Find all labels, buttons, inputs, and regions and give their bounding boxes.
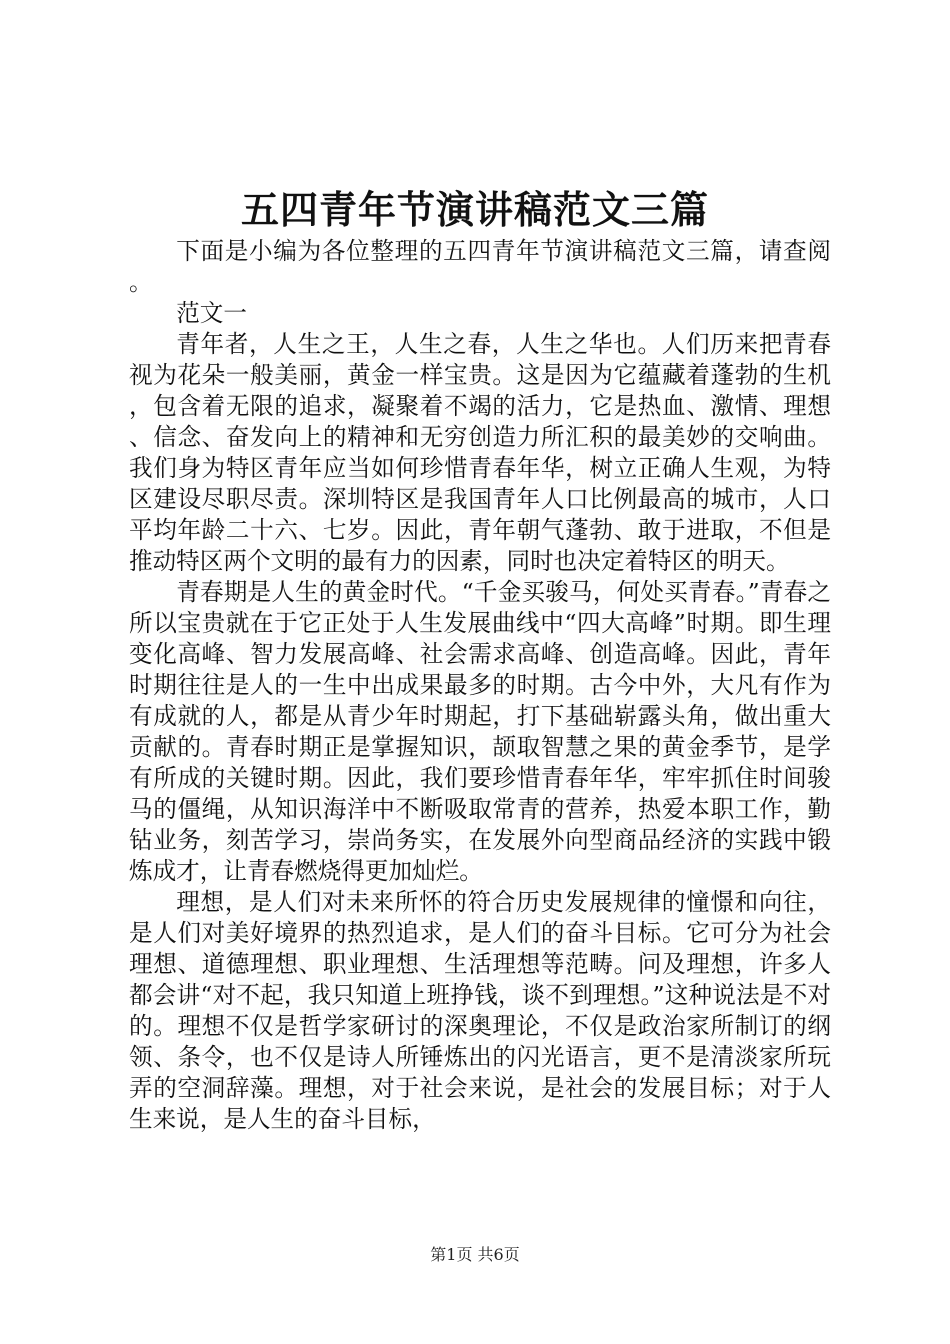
page-footer: 第1页 共6页 <box>430 1245 520 1264</box>
body-paragraph: 青年者，人生之王，人生之春，人生之华也。人们历来把青春视为花朵一般美丽，黄金一样宝贵。这是因为它蕴藏着蓬勃的生机，包含着无限的追求，凝聚着不竭的活力，它是热血、激情、理想、信念、奋发向上的精神和无穷创造力所汇积的最美妙的交响曲。我们身为特区青年应当如何珍惜青春年华，树立正确人生观，为特区建设尽职尽责。深圳特区是我国青年人口比例最高的城市，人口平均年龄二十六、七岁。因此，青年朝气蓬勃、敢于进取，不但是推动特区两个文明的最有力的因素，同时也决定着特区的明天。 <box>129 330 831 575</box>
document-title: 五四青年节演讲稿范文三篇 <box>240 187 709 232</box>
intro-paragraph: 下面是小编为各位整理的五四青年节演讲稿范文三篇，请查阅。 <box>129 237 831 296</box>
body-paragraph: 理想，是人们对未来所怀的符合历史发展规律的憧憬和向往，是人们对美好境界的热烈追求，是人们的奋斗目标。它可分为社会理想、道德理想、职业理想、生活理想等范畴。问及理想，许多人都会讲“对不起，我只知道上班挣钱，谈不到理想。”这种说法是不对的。理想不仅是哲学家研讨的深奥理论，不仅是政治家所制订的纲领、条令，也不仅是诗人所锤炼出的闪光语言，更不是清淡家所玩弄的空洞辞藻。理想，对于社会来说，是社会的发展目标；对于人生来说，是人生的奋斗目标， <box>129 888 831 1133</box>
body-paragraph: 青春期是人生的黄金时代。“千金买骏马，何处买青春。”青春之所以宝贵就在于它正处于人生发展曲线中“四大高峰”时期。即生理变化高峰、智力发展高峰、社会需求高峰、创造高峰。因此，青年时期往往是人的一生中出成果最多的时期。古今中外，大凡有作为有成就的人，都是从青少年时期起，打下基础崭露头角，做出重大贡献的。青春时期正是掌握知识，颉取智慧之果的黄金季节，是学有所成的关键时期。因此，我们要珍惜青春年华，牢牢抓住时间骏马的僵绳，从知识海洋中不断吸取常青的营养，热爱本职工作，勤钻业务，刻苦学习，崇尚务实，在发展外向型商品经济的实践中锻炼成才，让青春燃烧得更加灿烂。 <box>129 578 831 885</box>
document-body <box>129 236 831 1135</box>
section-heading: 范文一 <box>176 299 247 327</box>
